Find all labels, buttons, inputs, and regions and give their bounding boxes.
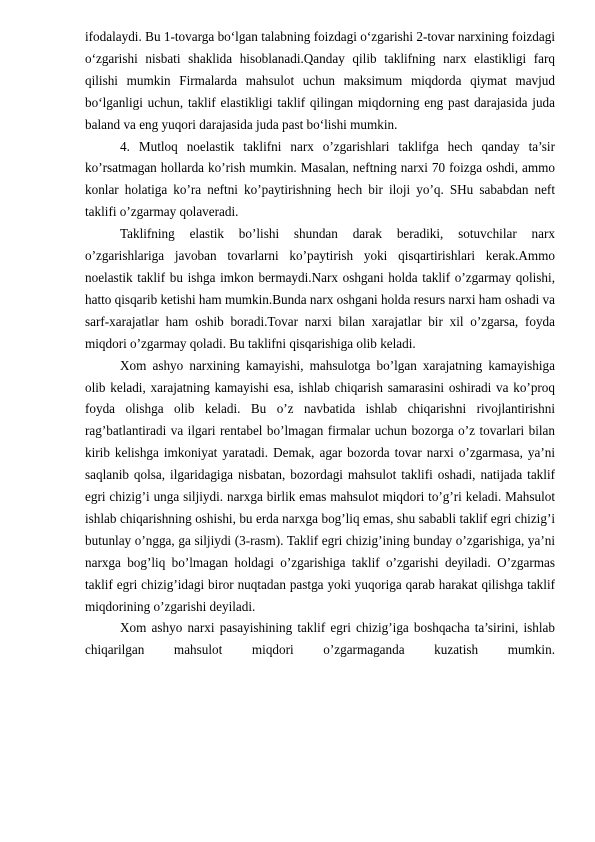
paragraph-1: ifodalaydi. Bu 1-tovarga boʻlgan talabning foizdagi oʻzgarishi 2-tovar narxining foizdagi oʻzgarishi nisbati shaklida hisoblanadi.Qanday qilib taklifning narx elastikligi farq qilishi mumkin Firmalarda mahsulot uchun maksimum miqdorda qiymat mavjud boʻlganligi uchun, taklif elastikligi taklif qilingan miqdorning eng past darajasida juda baland va eng yuqori darajasida juda past boʻlishi mumkin. — [85, 29, 555, 132]
paragraph-2: 4. Mutloq noelastik taklifni narx o’zgarishlari taklifga hech qanday ta’sir ko’rsatmagan hollarda ko’rish mumkin. Masalan, neftning narxi 70 foizga oshdi, ammo konlar holatiga ko’ra neftni ko’paytirishning hech bir iloji yo’q. SHu sababdan neft taklifi o’zgarmay qolaveradi. — [85, 138, 555, 220]
paragraph-5: Xom ashyo narxi pasayishining taklif egri chizig’iga boshqacha ta’sirini, ishlab chiqarilgan mahsulot miqdori o’zgarmaganda kuzatish mumkin. — [85, 620, 555, 658]
body-text — [85, 26, 555, 661]
paragraph-3: Taklifning elastik bo’lishi shundan darak beradiki, sotuvchilar narx o’zgarishlariga javoban tovarlarni ko’paytirish yoki qisqartirishlari kerak.Ammo noelastik taklif bu ishga imkon bermaydi.Narx oshgani holda taklif o’zgarmay qolishi, hatto qisqarib ketishi ham mumkin.Bunda narx oshgani holda resurs narxi ham oshadi va sarf-xarajatlar ham oshib boradi.Tovar narxi bilan xarajatlar bir xil o’zgarsa, foyda miqdori o’zgarmay qoladi. Bu taklifni qisqarishiga olib keladi. — [85, 226, 555, 351]
paragraph-4: Xom ashyo narxining kamayishi, mahsulotga bo’lgan xarajatning kamayishiga olib keladi, xarajatning kamayishi esa, ishlab chiqarish samarasini oshiradi va ko’proq foyda olishga olib keladi. Bu o’z navbatida ishlab chiqarishni rivojlantirishni rag’batlantiradi va ilgari rentabel bo’lmagan firmalar uchun bozorga o’z tovarlari bilan kirib kelishga imkoniyat yaratadi. Demak, agar bozorda tovar narxi o’zgarmasa, ya’ni saqlanib qolsa, ilgaridagiga nisbatan, bozordagi mahsulot taklifi oshadi, natijada taklif egri chizig’i unga siljiydi. narxga birlik emas mahsulot miqdori to’g’ri keladi. Mahsulot ishlab chiqarishning oshishi, bu erda narxga bog’liq emas, shu sababli taklif egri chizig’i butunlay o’ngga, ga siljiydi (3-rasm). Taklif egri chizig’ining bunday o’zgarishiga, ya’ni narxga bog’liq bo’lmagan holdagi o’zgarishiga taklif o’zgarishi deyiladi. O’zgarmas taklif egri chizig’idagi biror nuqtadan pastga yoki yuqoriga qarab harakat qilishga taklif miqdorining o’zgarishi deyiladi. — [85, 357, 555, 614]
